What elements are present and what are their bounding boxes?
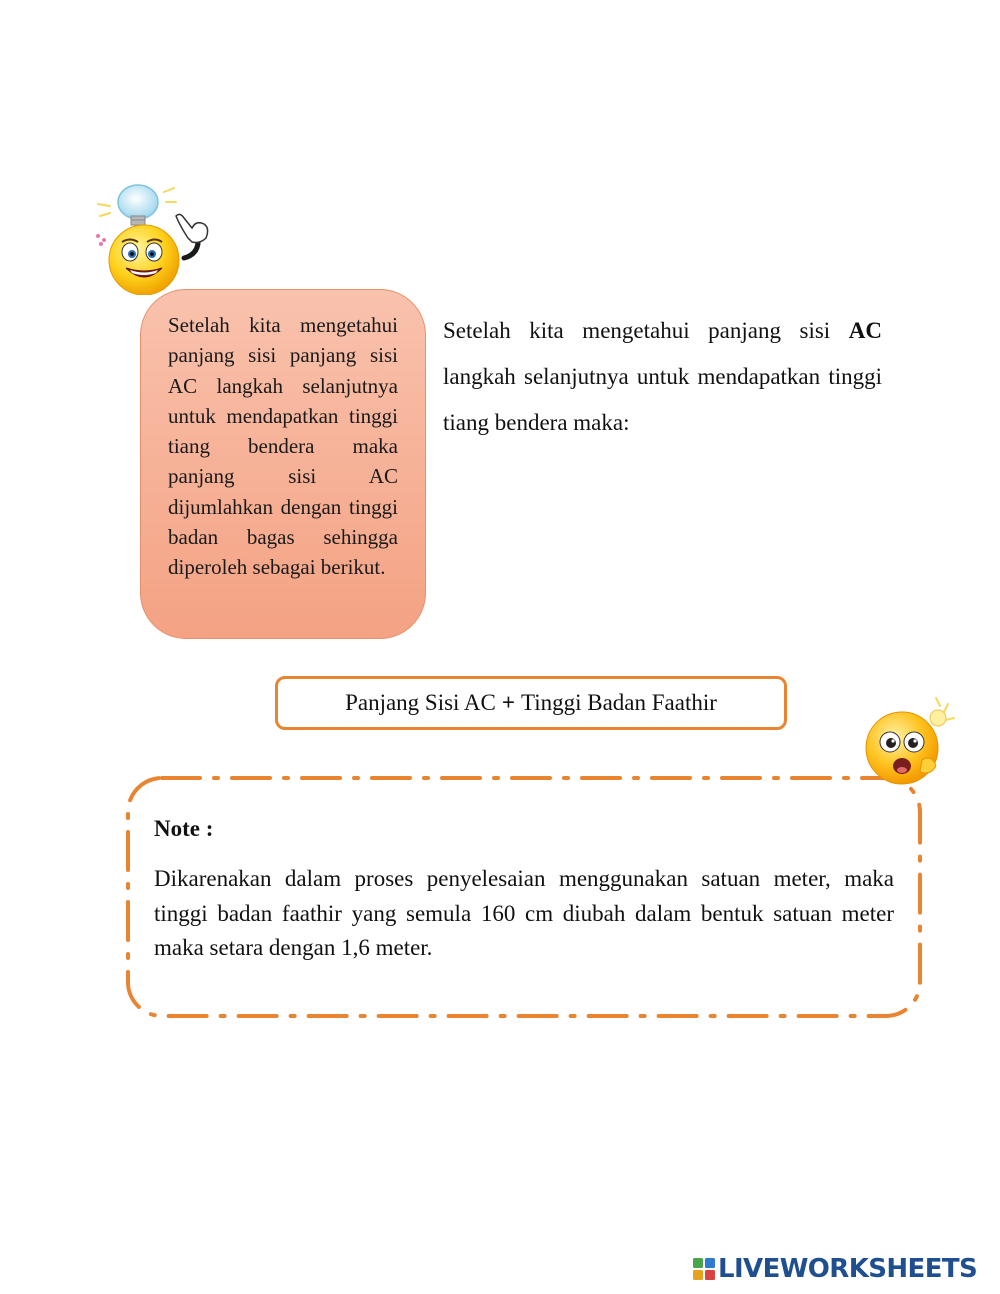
main-paragraph	[443, 308, 882, 446]
idea-mascot-icon	[860, 692, 960, 792]
liveworksheets-logo-icon	[693, 1258, 715, 1280]
formula-left: Panjang Sisi AC	[345, 690, 496, 715]
lightbulb-mascot-icon	[92, 180, 222, 295]
formula-right: Tinggi Badan Faathir	[520, 690, 717, 715]
note-body: Dikarenakan dalam proses penyelesaian menggunakan satuan meter, maka tinggi badan faathir yang semula 160 cm diubah dalam bentuk satuan meter maka setara dengan 1,6 meter.	[154, 866, 894, 960]
liveworksheets-brand[interactable]	[693, 1254, 977, 1284]
main-text-bold: AC	[848, 318, 882, 343]
main-text-before: Setelah kita mengetahui panjang sisi	[443, 318, 849, 343]
hint-text: Setelah kita mengetahui panjang sisi panjang sisi AC langkah selanjutnya untuk mendapatkan tinggi tiang bendera maka panjang sisi AC dijumlahkan dengan tinggi badan bagas sehingga diperoleh sebagai berikut.	[168, 313, 398, 580]
brand-name: LIVEWORKSHEETS	[718, 1254, 978, 1284]
note-title: Note :	[154, 816, 214, 841]
hint-box	[140, 289, 426, 639]
main-text-after: langkah selanjutnya untuk mendapatkan tinggi tiang bendera maka:	[443, 364, 882, 435]
formula-operator: +	[501, 690, 515, 715]
formula-box	[275, 676, 787, 730]
